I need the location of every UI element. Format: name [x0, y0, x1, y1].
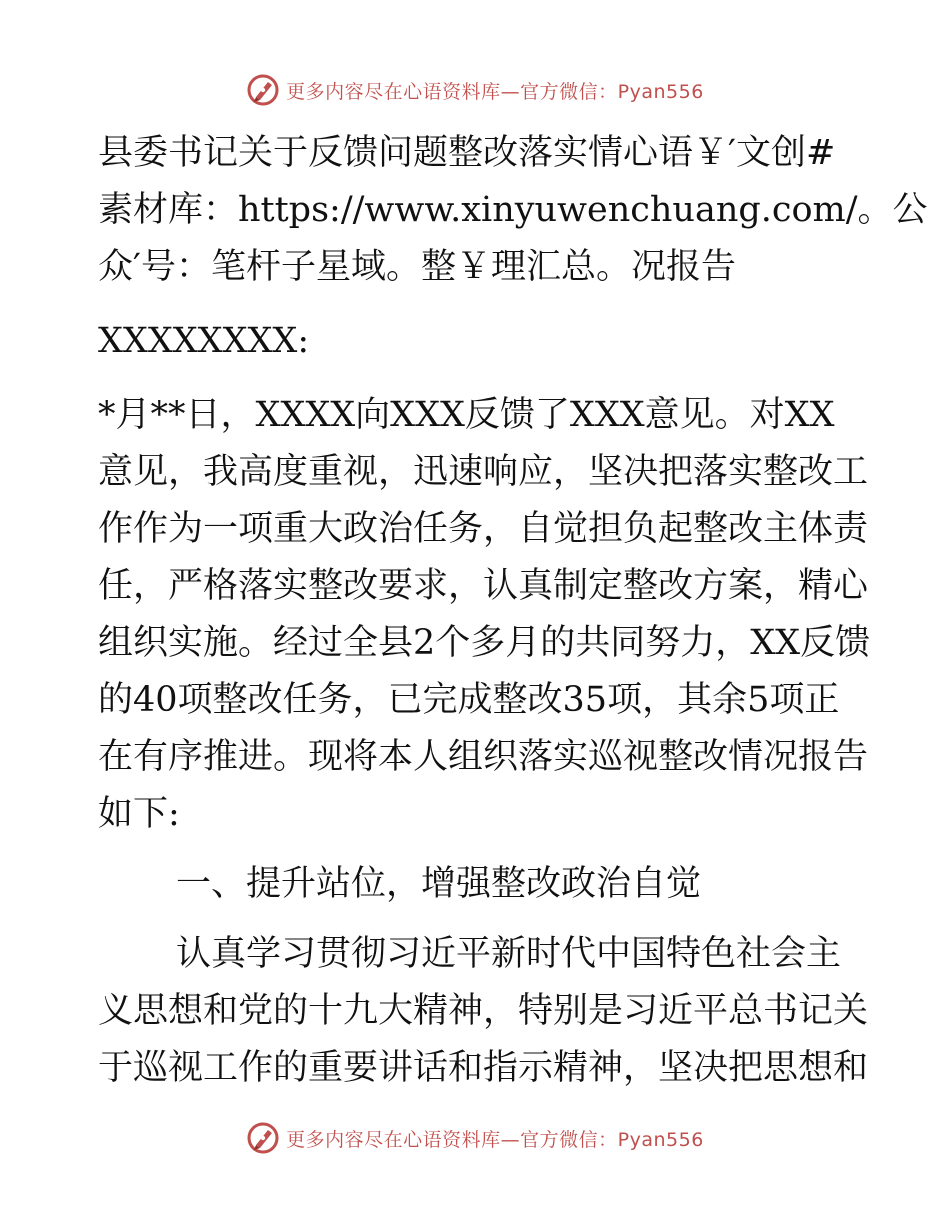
- watermark-text: 更多内容尽在心语资料库—官方微信：Pyan556: [286, 80, 704, 103]
- title-line: 素材库：https://www.xinyuwenchuang.com/。公: [98, 190, 928, 230]
- title-line: 县委书记关于反馈问题整改落实情心语￥′文创#: [98, 133, 836, 173]
- paragraph-line: 任，严格落实整改要求，认真制定整改方案，精心: [98, 566, 869, 606]
- title-line: 众′号：笔杆子星域。整￥理汇总。况报告: [98, 247, 736, 287]
- paragraph-line: 于巡视工作的重要讲话和指示精神，坚决把思想和: [98, 1048, 869, 1088]
- document-body: [98, 125, 928, 1097]
- paragraph-line: 的40项整改任务，已完成整改35项，其余5项正: [98, 680, 840, 720]
- paragraph-line: 在有序推进。现将本人组织落实巡视整改情况报告: [98, 737, 869, 777]
- pen-logo-icon: [246, 73, 280, 107]
- paragraph-line: 组织实施。经过全县2个多月的共同努力，XX反馈: [98, 623, 871, 663]
- paragraph-line: 作作为一项重大政治任务，自觉担负起整改主体责: [98, 509, 869, 549]
- section-heading: 一、提升站位，增强整改政治自觉: [176, 864, 702, 904]
- watermark-text: 更多内容尽在心语资料库—官方微信：Pyan556: [286, 1128, 704, 1151]
- footer-watermark: [0, 1118, 950, 1158]
- salutation: XXXXXXXX:: [98, 321, 310, 361]
- paragraph-line: 认真学习贯彻习近平新时代中国特色社会主: [176, 934, 842, 974]
- header-watermark: [0, 70, 950, 110]
- paragraph-line: 意见，我高度重视，迅速响应，坚决把落实整改工: [98, 452, 869, 492]
- pen-logo-icon: [246, 1121, 280, 1155]
- paragraph-line: 如下:: [98, 794, 180, 834]
- paragraph-line: *月**日，XXXX向XXX反馈了XXX意见。对XX: [98, 395, 835, 435]
- paragraph-line: 义思想和党的十九大精神，特别是习近平总书记关: [98, 991, 869, 1031]
